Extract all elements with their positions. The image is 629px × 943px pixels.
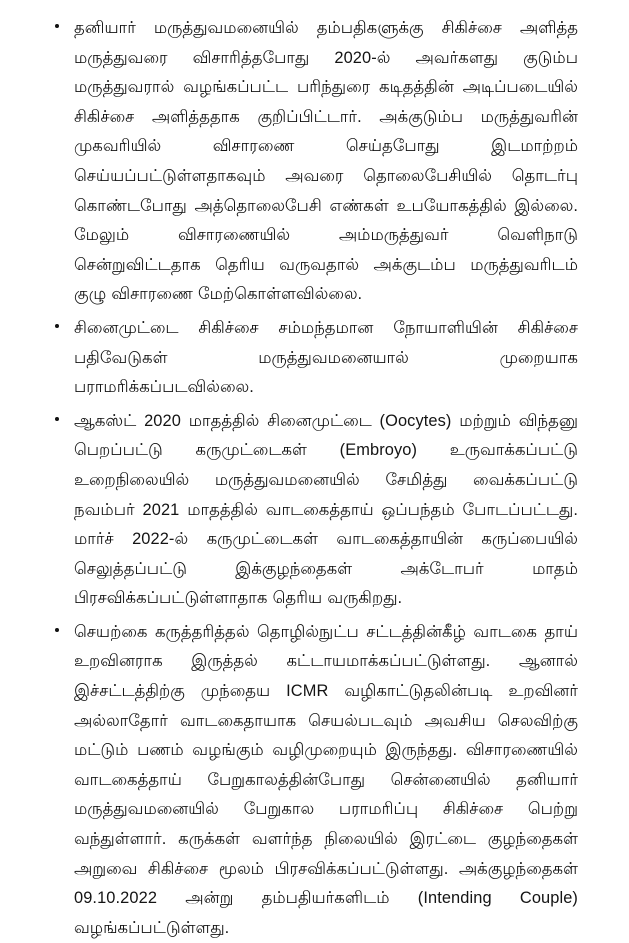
list-item bbox=[51, 314, 578, 403]
paragraph-text: சினைமுட்டை சிகிச்சை சம்மந்தமான நோயாளியின் சிகிச்சை பதிவேடுகள் மருத்துவமனையால் முறையாக பராமரிக்கப்படவில்லை. bbox=[74, 318, 578, 397]
list-item bbox=[51, 407, 578, 614]
bullet-point-icon bbox=[55, 324, 59, 328]
bullet-point-icon bbox=[55, 24, 59, 28]
paragraph-text: தனியார் மருத்துவமனையில் தம்பதிகளுக்கு சிகிச்சை அளித்த மருத்துவரை விசாரித்தபோது 2020-ல் அவர்களது குடும்ப மருத்துவரால் வழங்கப்பட்ட பரிந்துரை கடிதத்தின் அடிப்படையில் சிகிச்சை அளித்ததாக குறிப்பிட்டார். அக்குடும்ப மருத்துவரின் முகவரியில் விசாரணை செய்தபோது இடமாற்றம் செய்யப்பட்டுள்ளதாகவும் அவரை தொலைபேசியில் தொடர்பு கொண்டபோது அத்தொலைபேசி எண்கள் உபயோகத்தில் இல்லை. மேலும் விசாரணையில் அம்மருத்துவர் வெளிநாடு சென்றுவிட்டதாக தெரிய வருவதால் அக்குடம்ப மருத்துவரிடம் குழு விசாரணை மேற்கொள்ளவில்லை. bbox=[74, 19, 578, 304]
bullet-point-icon bbox=[55, 628, 59, 632]
bullet-list bbox=[51, 14, 578, 943]
paragraph-text: செயற்கை கருத்தரித்தல் தொழில்நுட்ப சட்டத்தின்கீழ் வாடகை தாய் உறவினராக இருத்தல் கட்டாயமாக்கப்பட்டுள்ளது. ஆனால் இச்சட்டத்திற்கு முந்தைய ICMR வழிகாட்டுதலின்படி உறவினர் அல்லாதோர் வாடகைதாயாக செயல்படவும் அவசிய செலவிற்கு மட்டும் பணம் வழங்கும் வழிமுறையும் இருந்தது. விசாரணையில் வாடகைத்தாய் பேறுகாலத்தின்போது சென்னையில் தனியார் மருத்துவமனையில் பேறுகால பராமரிப்பு சிகிச்சை பெற்று வந்துள்ளார். கருக்கள் வளர்ந்த நிலையில் இரட்டை குழந்தைகள் அறுவை சிகிச்சை மூலம் பிரசவிக்கப்பட்டுள்ளது. அக்குழந்தைகள் 09.10.2022 அன்று தம்பதியர்களிடம் (Intending Couple) வழங்கப்பட்டுள்ளது. bbox=[74, 622, 578, 937]
list-item bbox=[51, 618, 578, 943]
paragraph-text: ஆகஸ்ட் 2020 மாதத்தில் சினைமுட்டை (Oocytes) மற்றும் விந்தனு பெறப்பட்டு கருமுட்டைகள் (Embroyo) உருவாக்கப்பட்டு உறைநிலையில் மருத்துவமனையில் சேமித்து வைக்கப்பட்டு நவம்பர் 2021 மாதத்தில் வாடகைத்தாய் ஒப்பந்தம் போடப்பட்டது. மார்ச் 2022-ல் கருமுட்டைகள் வாடகைத்தாயின் கருப்பையில் செலுத்தப்பட்டு இக்குழந்தைகள் அக்டோபர் மாதம் பிரசவிக்கப்பட்டுள்ளாதாக தெரிய வருகிறது. bbox=[74, 411, 578, 608]
list-item bbox=[51, 14, 578, 310]
bullet-point-icon bbox=[55, 417, 59, 421]
